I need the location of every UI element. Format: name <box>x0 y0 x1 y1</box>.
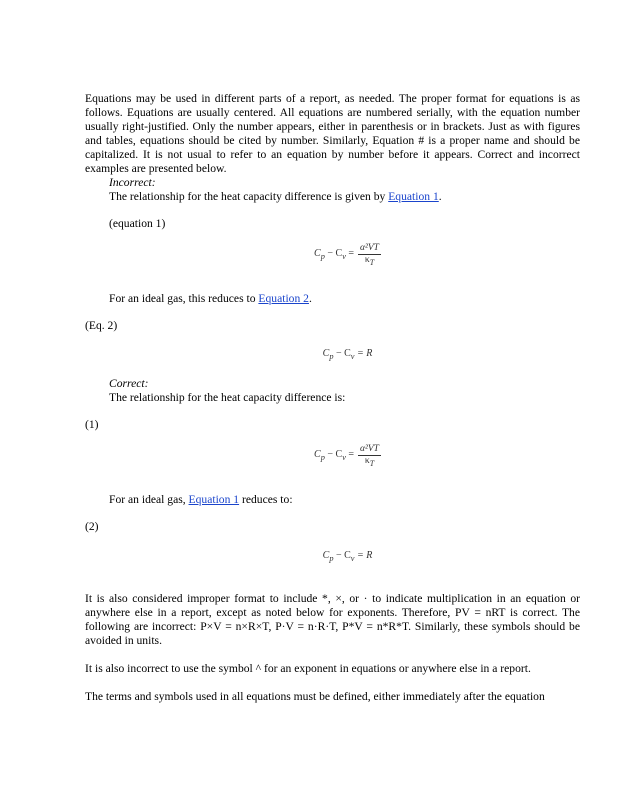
exponent-paragraph: It is also incorrect to use the symbol ^ for an exponent in equations or anywhere else in a report. <box>85 662 531 675</box>
equation-1-link-correct[interactable]: Equation 1 <box>188 493 240 506</box>
intro-paragraph: Equations may be used in different parts of a report, as needed. The proper format for equations is as follows. Equations are usually centered. All equations are numbered serially, with the equation number usually right-justified. Only the number appears, either in parenthesis or in brackets. Just as with figures and tables, equations should be cited by number. Similarly, Equation # is a proper name and should be capitalized. It is not usual to refer to an equation by number before it appears. Correct and incorrect examples are presented below. <box>85 92 580 175</box>
multiplication-paragraph: It is also considered improper format to include *, ×, or · to indicate multiplication in an equation or anywhere else in a report, except as noted below for exponents. Therefore, PV = nRT is correct. The following are incorrect: P×V = n×R×T, P·V = n·R·T, P*V = n*R*T. Similarly, these symbols should be avoided in units. <box>85 592 580 647</box>
correct-line-2: For an ideal gas, Equation 1 reduces to: <box>109 493 293 506</box>
equation-block-correct-2: $C_p - C_v = R$ <box>322 549 373 563</box>
equation-block-incorrect-1: $C_p - C_v$ = $\frac{\text{α²VT}}{\kappa_T}$ <box>314 242 379 267</box>
incorrect-line-1: The relationship for the heat capacity difference is given by Equation 1. <box>109 190 442 203</box>
incorrect-line-2: For an ideal gas, this reduces to Equation 2. <box>109 292 312 305</box>
correct-heading: Correct: <box>109 377 149 390</box>
document-page <box>85 92 580 704</box>
equation-1-link[interactable]: Equation 1 <box>388 190 439 203</box>
incorrect-label-1: (equation 1) <box>109 217 166 230</box>
terms-paragraph: The terms and symbols used in all equations must be defined, either immediately after the equation <box>85 690 545 703</box>
equation-2-link[interactable]: Equation 2 <box>258 292 309 305</box>
incorrect-heading: Incorrect: <box>109 176 156 189</box>
correct-label-2: (2) <box>85 520 99 533</box>
correct-line-1: The relationship for the heat capacity difference is: <box>109 391 346 404</box>
equation-block-incorrect-2: $C_p - C_v = R$ <box>322 347 373 361</box>
incorrect-label-2: (Eq. 2) <box>85 319 118 332</box>
correct-label-1: (1) <box>85 418 99 431</box>
equation-block-correct-1: $C_p - C_v$ = $\frac{\text{α²VT}}{\kappa_T}$ <box>314 443 379 468</box>
